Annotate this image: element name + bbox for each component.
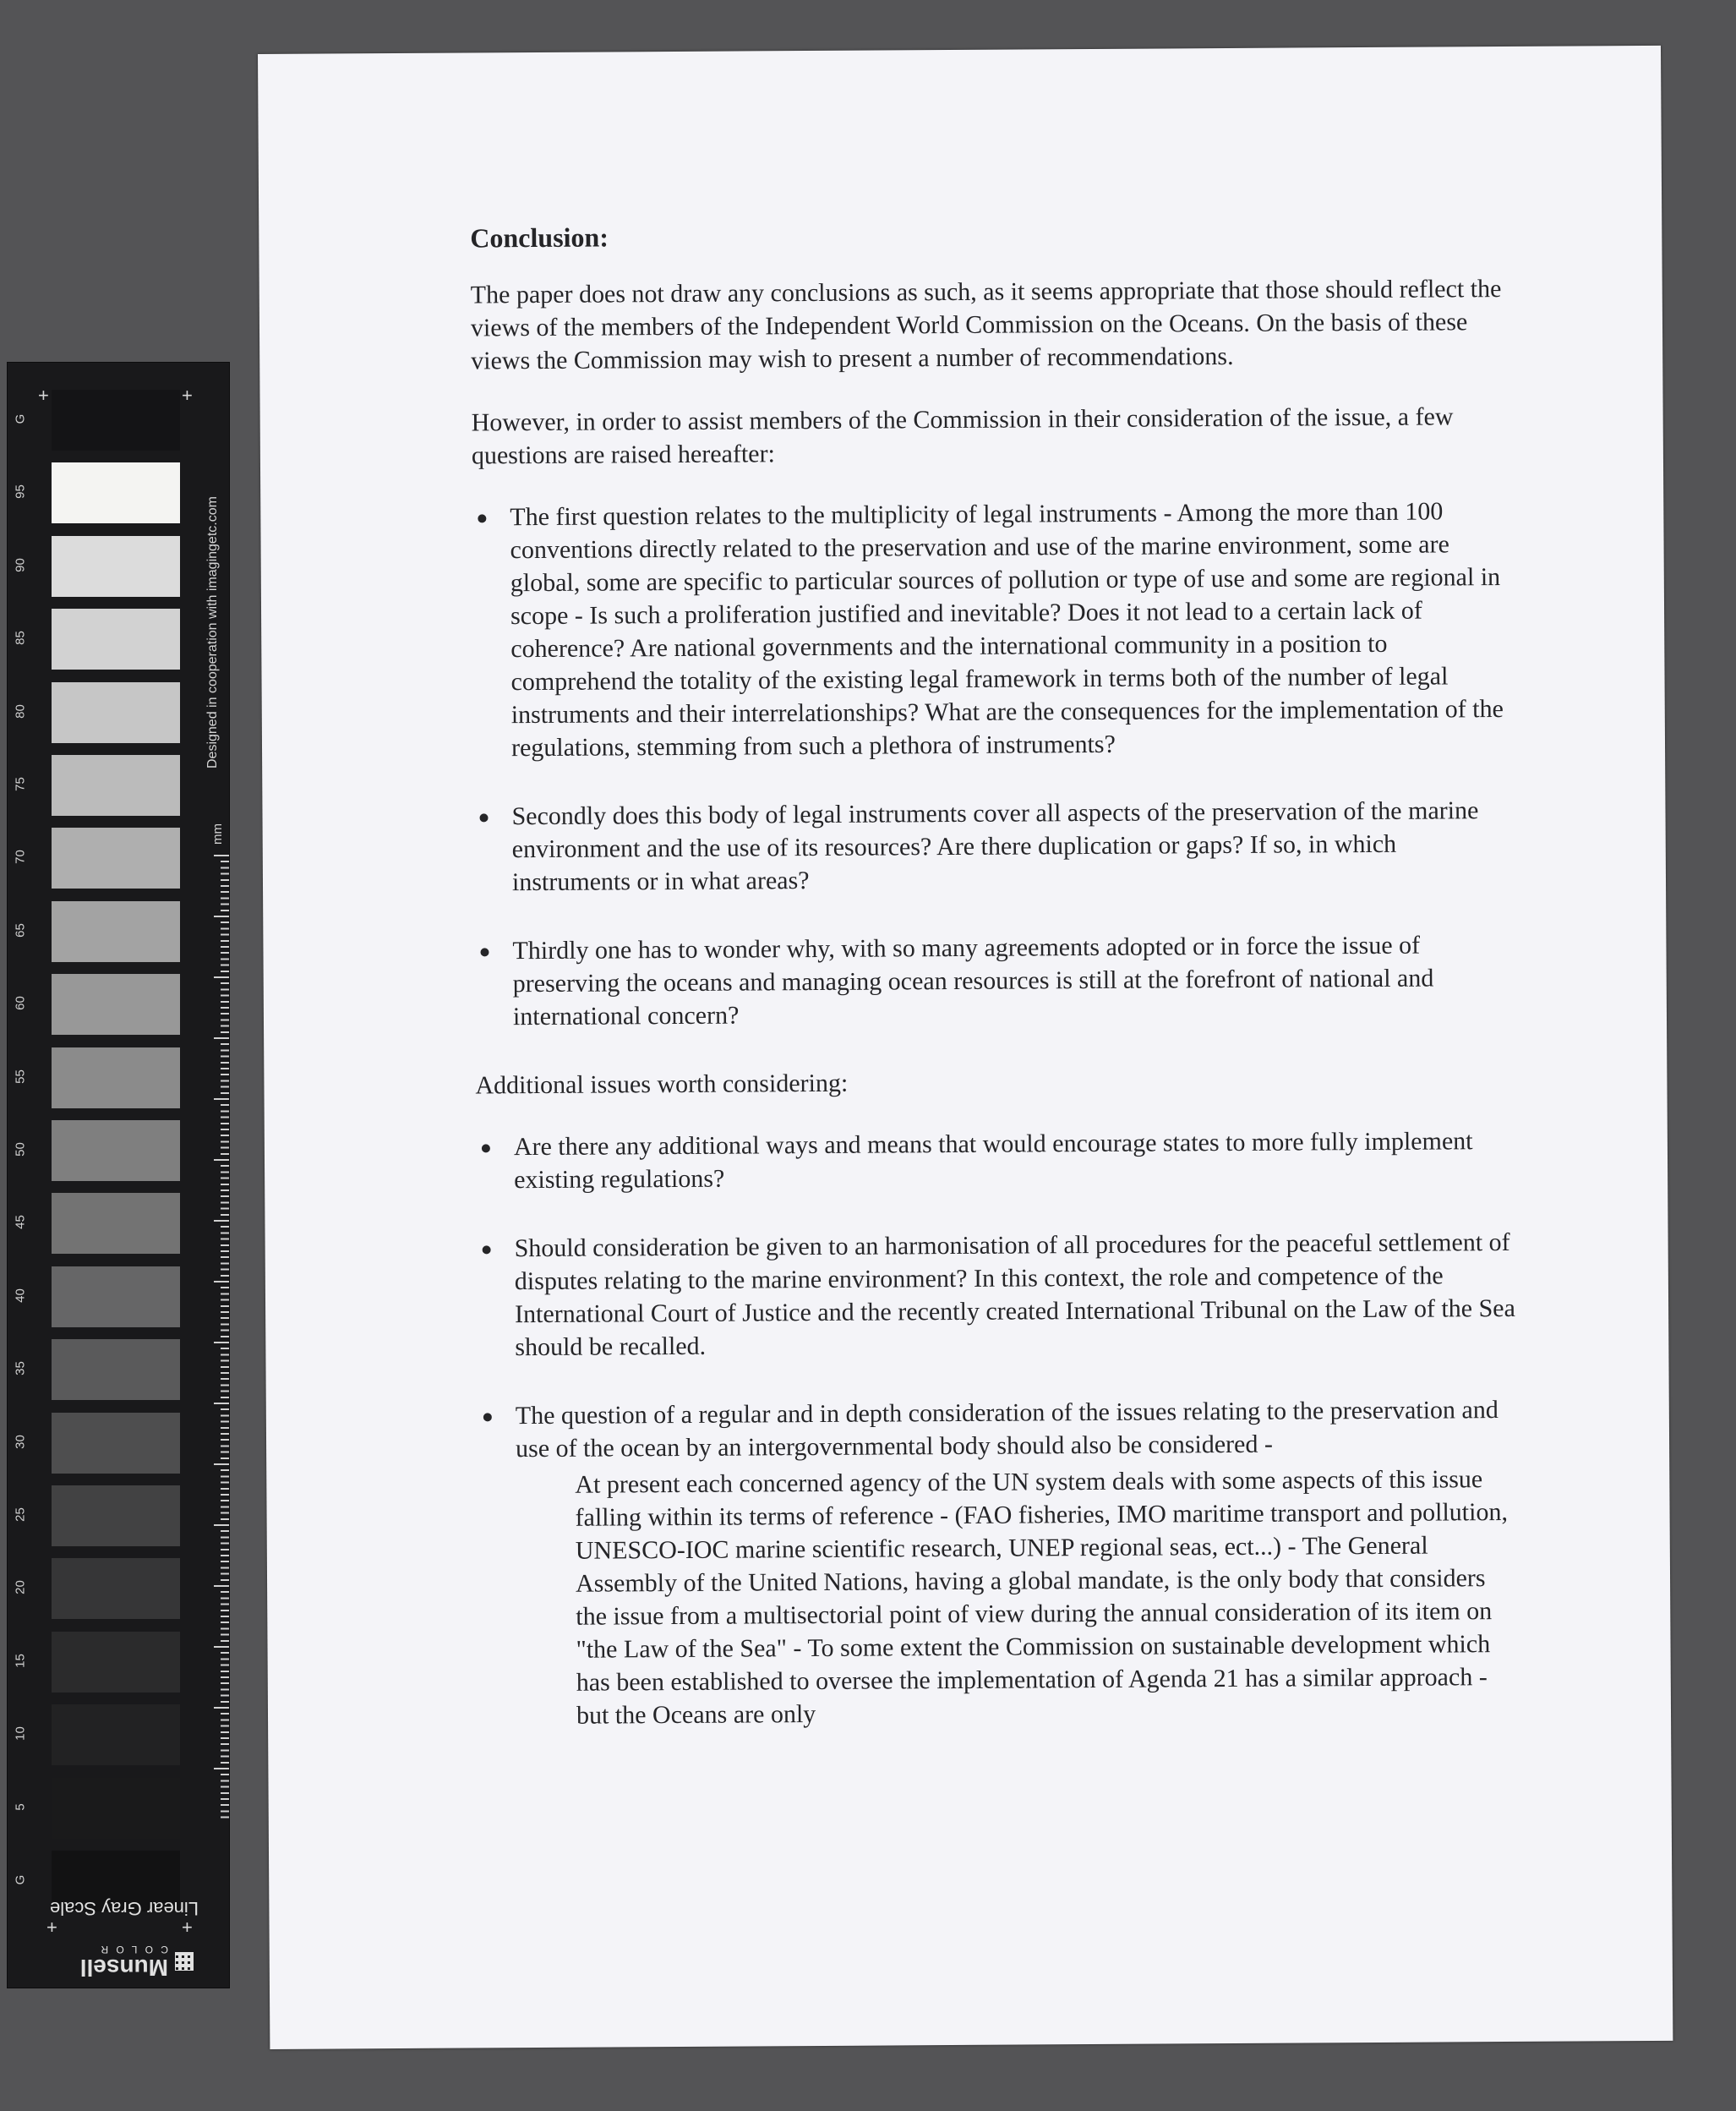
additional-issues-heading: Additional issues worth considering: [475,1069,849,1100]
section-heading: Conclusion: [470,221,609,254]
gray-patch [52,682,180,743]
gray-patch [52,1778,180,1839]
document-body [470,216,1519,1768]
gray-level-label: 30 [13,1434,28,1449]
gray-patch [52,462,180,523]
questions-intro-paragraph: However, in order to assist members of the Commission in their consideration of the issue, a few questions are raised hereafter: [471,402,1454,470]
gray-level-label: 85 [13,631,28,646]
intro-paragraph: The paper does not draw any conclusions as such, as it seems appropriate that those should reflect the views of the members of the Independent World Commission on the Oceans. On the basis of these views the Commission may wish to present a number of recommendations. [470,275,1502,375]
registration-cross-icon: + [182,385,193,406]
list-item: Are there any additional ways and means that would encourage states to more fully implement existing regulations? [476,1124,1515,1197]
gray-patch [52,901,180,962]
gray-patch [52,1339,180,1400]
scale-title: Linear Gray Scale [49,1898,199,1919]
gray-level-label: 95 [13,484,28,500]
gray-level-label: 50 [13,1142,28,1157]
gray-patch [52,1704,180,1765]
gray-patch [52,1120,180,1181]
list-item: Secondly does this body of legal instruments cover all aspects of the preservation of the marine environment and the use of its resources? Are there duplication or gaps? If so, in which instruments or in what areas? [473,794,1514,900]
list-item-text: The question of a regular and in depth consideration of the issues relating to the preservation and use of the ocean by an intergovernmental body should also be considered - [515,1396,1499,1463]
mm-ruler-major-ticks [214,855,229,1818]
brand-subtitle: C O L O R [98,1944,168,1955]
munsell-grid-icon [175,1952,194,1971]
ruler-unit-label: mm [210,823,225,845]
gray-level-label: 5 [13,1802,28,1811]
registration-cross-icon: + [182,1917,193,1938]
gray-patch [52,1632,180,1693]
gray-patch [52,1485,180,1546]
gray-patch [52,974,180,1035]
registration-cross-icon: + [46,1917,57,1938]
gray-level-label: 70 [13,850,28,865]
gray-level-label: 25 [13,1507,28,1522]
list-item: Should consideration be given to an harmonisation of all procedures for the peaceful settlement of disputes relating to the marine environment? In this context, the role and competence of the International Court of Justice and the recently created International Tribunal on the Law of the Sea should be recalled. [477,1226,1517,1364]
gray-level-label: 80 [13,703,28,719]
list-item: The first question relates to the multiplicity of legal instruments - Among the more than 100 conventions directly related to the preservation and use of the marine environment, some are global, some are specific to particular sources of pollution or type of use and some are regional in scope - Is such a proliferation justified and inevitable? Does it not lead to a certain lack of coherence? Are national governments and the international community in a position to comprehend the totality of the existing legal framework in terms both of the number of legal instruments and their interrelationships? What are the consequences for the implementation of the regulations, stemming from such a plethora of instruments? [472,495,1513,765]
gray-patch [52,1558,180,1619]
gray-patch [52,755,180,816]
list-item: Thirdly one has to wonder why, with so many agreements adopted or in force the issue of preserving the oceans and managing ocean resources is still at the forefront of national and international concern? [474,928,1515,1034]
gray-level-label: 45 [13,1215,28,1230]
gray-patch [52,536,180,597]
gray-level-label: G [13,1874,28,1885]
gray-level-label: 20 [13,1580,28,1595]
gray-level-label: 75 [13,777,28,791]
list-item [478,1393,1519,1733]
gray-level-label: 60 [13,996,28,1011]
credit-text: Designed in cooperation with imagingetc.com [205,496,220,768]
gray-patch [52,1193,180,1254]
sub-paragraph: At present each concerned agency of the UN system deals with some aspects of this issue falling within its terms of reference - (FAO fisheries, IMO maritime transport and pollution, UNESCO-IOC marine scientific research, UNEP regional seas, ect...) - The General Assembly of the United Nations, having a global mandate, is the only body that considers the issue from a multisectorial point of view during the annual consideration of its item on "the Law of the Sea" - To some extent the Commission on sustainable development which has been established to oversee the implementation of Agenda 21 has a similar approach - but the Oceans are only [575,1465,1509,1730]
gray-level-label: 65 [13,922,28,938]
gray-level-label: 35 [13,1361,28,1376]
gray-level-label: 90 [13,557,28,572]
questions-list [472,495,1515,1034]
gray-level-label: 40 [13,1288,28,1303]
gray-level-label: G [13,413,28,424]
munsell-logo [58,1928,194,1979]
gray-level-label: 15 [13,1653,28,1668]
gray-scale-card [7,362,230,1988]
gray-level-label: 55 [13,1069,28,1084]
gray-patch [52,1413,180,1474]
document-page [258,46,1673,2049]
brand-name: Munsell [79,1955,168,1981]
gray-patch [52,1047,180,1108]
registration-cross-icon: + [38,385,49,406]
gray-patch [52,828,180,889]
gray-level-label: 10 [13,1726,28,1742]
gray-patch [52,390,180,451]
additional-issues-list [476,1124,1519,1733]
gray-patch [52,1266,180,1327]
gray-patch [52,609,180,670]
